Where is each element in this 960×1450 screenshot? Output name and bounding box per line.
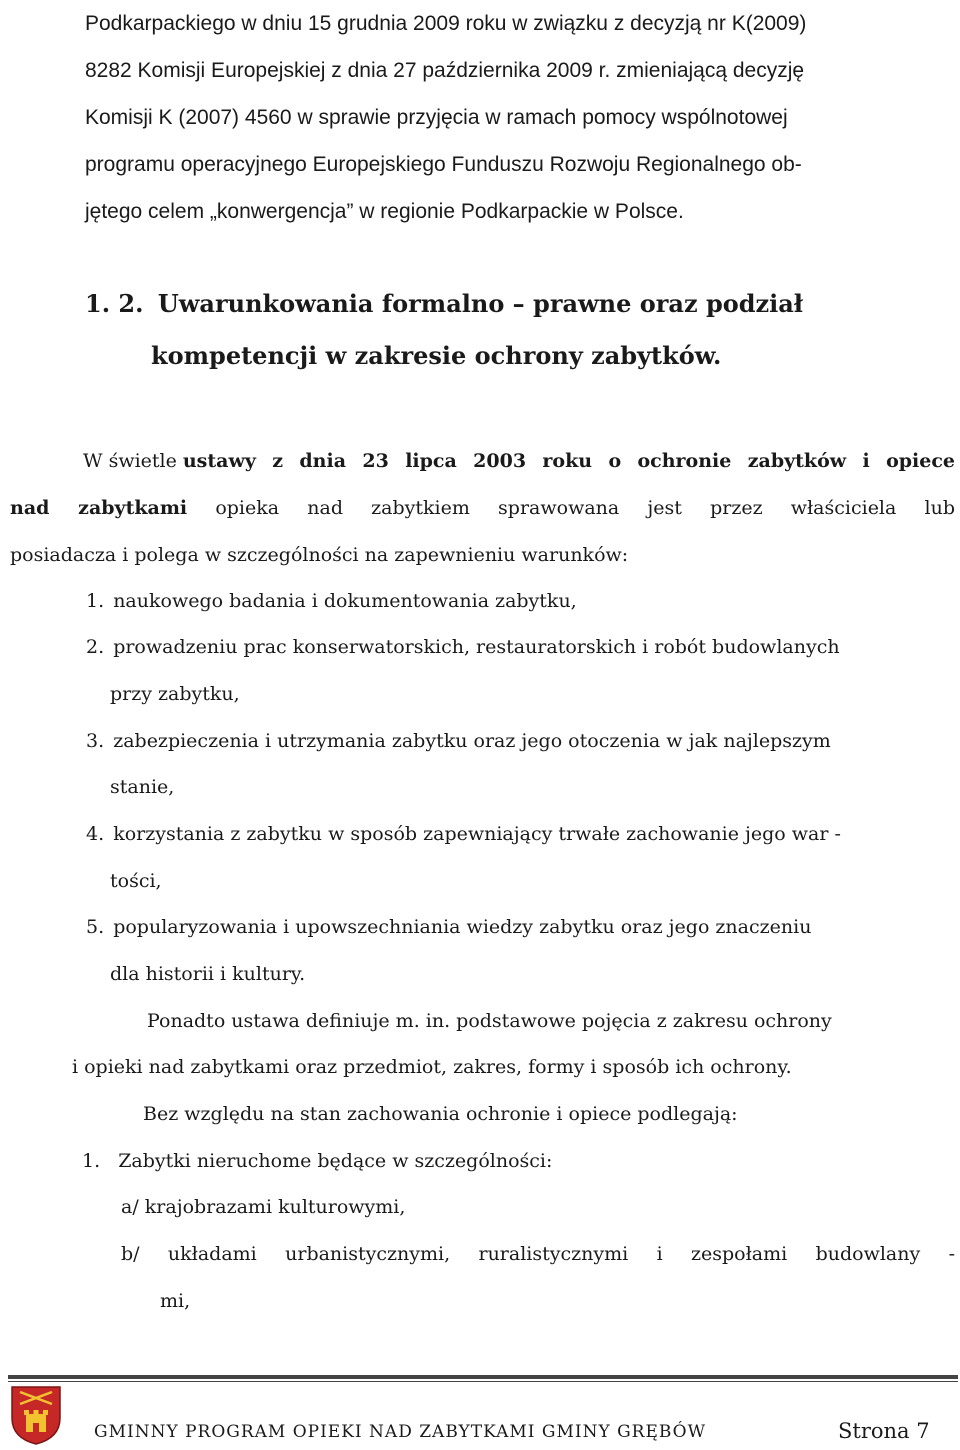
body-line: Bez względu na stan zachowania ochronie i opiece podlegają: — [143, 1103, 738, 1125]
intro-line: programu operacyjnego Europejskiego Funduszu Rozwoju Regionalnego ob- — [85, 153, 802, 176]
list-item-cont: tości, — [110, 870, 162, 892]
body-line: posiadacza i polega w szczególności na zapewnieniu warunków: — [10, 544, 629, 566]
footer-divider-thin — [8, 1381, 958, 1382]
intro-line: 8282 Komisji Europejskiej z dnia 27 października 2009 r. zmieniającą decyzję — [85, 59, 805, 82]
section-title: Uwarunkowania formalno – prawne oraz podział — [157, 289, 804, 318]
intro-paragraph — [85, 0, 955, 235]
list-item-cont: przy zabytku, — [110, 683, 240, 705]
footer-divider — [8, 1375, 958, 1379]
page-number: Strona 7 — [838, 1419, 930, 1443]
list-item: 4. korzystania z zabytku w sposób zapewniający trwałe zachowanie jego war - — [86, 823, 841, 845]
sub-list-item-cont: mi, — [160, 1290, 191, 1312]
sub-list-item: b/ układami urbanistycznymi, ruralistycznymi i zespołami budowlany - — [121, 1243, 955, 1265]
sub-list-item: a/ krajobrazami kulturowymi, — [121, 1196, 406, 1218]
section-heading-line2: kompetencji w zakresie ochrony zabytków. — [151, 341, 722, 370]
section-heading-line1 — [85, 287, 803, 321]
intro-line: jętego celem „konwergencja” w regionie Podkarpackie w Polsce. — [85, 200, 684, 223]
body-line: Ponadto ustawa definiuje m. in. podstawowe pojęcia z zakresu ochrony — [147, 1010, 832, 1032]
body-line — [83, 447, 955, 475]
list-item-cont: stanie, — [110, 776, 175, 798]
section-number: 1. 2. — [85, 289, 144, 318]
footer-document-title: GMINNY PROGRAM OPIEKI NAD ZABYTKAMI GMINY GRĘBÓW — [94, 1422, 707, 1442]
body-text: opieka nad zabytkiem sprawowana jest przez właściciela lub — [187, 497, 955, 519]
law-title-bold: nad zabytkami — [10, 497, 188, 519]
list-item: 1. naukowego badania i dokumentowania zabytku, — [86, 590, 577, 612]
body-line — [10, 494, 955, 522]
list-item-cont: dla historii i kultury. — [110, 963, 306, 985]
body-line: i opieki nad zabytkami oraz przedmiot, zakres, formy i sposób ich ochrony. — [72, 1056, 792, 1078]
intro-line: Podkarpackiego w dniu 15 grudnia 2009 roku w związku z decyzją nr K(2009) — [85, 12, 807, 35]
law-title-bold: ustawy z dnia 23 lipca 2003 roku o ochronie zabytków i opiece — [182, 450, 955, 472]
list-item: 5. popularyzowania i upowszechniania wiedzy zabytku oraz jego znaczeniu — [86, 916, 812, 938]
list-item: 2. prowadzeniu prac konserwatorskich, restauratorskich i robót budowlanych — [86, 636, 840, 658]
intro-line: Komisji K (2007) 4560 w sprawie przyjęcia w ramach pomocy wspólnotowej — [85, 106, 788, 129]
body-text: W świetle — [83, 450, 177, 472]
list-item: 1. Zabytki nieruchome będące w szczególności: — [82, 1150, 553, 1172]
coat-of-arms-icon — [8, 1384, 64, 1446]
list-item: 3. zabezpieczenia i utrzymania zabytku oraz jego otoczenia w jak najlepszym — [86, 730, 831, 752]
